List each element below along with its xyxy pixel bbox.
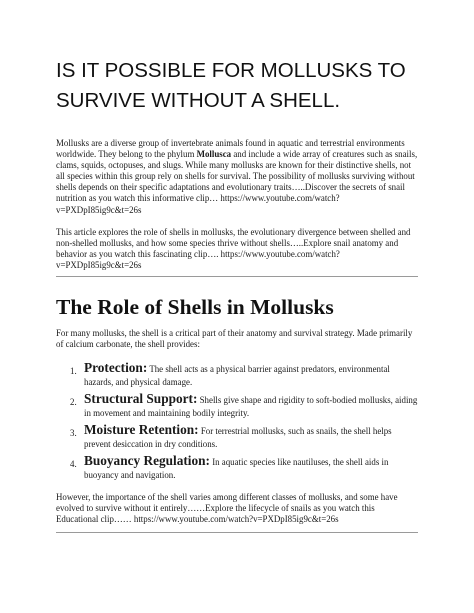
- section-divider: [56, 532, 418, 533]
- section-heading: The Role of Shells in Mollusks: [56, 295, 334, 320]
- section-lead-paragraph: For many mollusks, the shell is a critical part of their anatomy and survival strategy. Made primarily of calcium carbonate, the shell provides:: [56, 328, 413, 350]
- list-item-number: 2.: [70, 397, 77, 408]
- closing-paragraph: However, the importance of the shell varies among different classes of mollusks, and some have evolved to survive without it entirely……Explore the lifecycle of snails as you watch this Educational clip…… https://www.youtube.com/watch?v=PXDpI85ig9c&t=26s: [56, 492, 398, 525]
- list-item-term: Structural Support:: [84, 391, 198, 407]
- intro-text-start: Mollusks are a diverse group of invertebrate animals found in aquatic and terrestrial environments worldwide. They belong to the phylum: [56, 138, 405, 160]
- section-divider: [56, 276, 418, 277]
- list-item: [56, 360, 418, 388]
- document-page: [56, 56, 418, 533]
- list-item-number: 1.: [70, 366, 77, 377]
- list-item-number: 4.: [70, 459, 77, 470]
- list-item: [56, 453, 418, 481]
- list-item-description: For terrestrial mollusks, such as snails, the shell helps prevent desiccation in dry conditions.: [84, 426, 392, 450]
- list-item-description: The shell acts as a physical barrier against predators, environmental hazards, and physical damage.: [84, 364, 390, 388]
- intro-paragraph-2: This article explores the role of shells in mollusks, the evolutionary divergence between shelled and non-shelled mollusks, and how some species thrive without shells…..Explore snail anatomy and behavior as you watch this fascinating clip…. https://www.youtube.com/watch?v=PXDpI85ig9c&t=26s: [56, 226, 411, 270]
- list-item-term: Buoyancy Regulation:: [84, 453, 210, 469]
- intro-text-end: and include a wide array of creatures such as snails, clams, squids, octopuses, and slugs. While many mollusks are known for their distinctive shells, not all species within this group rely on shells for survival. The possibility of mollusks surviving without shells depends on their specific adaptations and evolutionary traits…..Discover the secrets of snail nutrition as you watch this informative clip… https://www.youtube.com/watch?v=PXDpI85ig9c&t=26s: [56, 149, 418, 215]
- phylum-name: Mollusca: [196, 149, 232, 160]
- list-item: [56, 391, 418, 419]
- list-item-description: Shells give shape and rigidity to soft-bodied mollusks, aiding in movement and maintaining bodily integrity.: [84, 395, 418, 419]
- list-item-term: Protection:: [84, 360, 148, 376]
- page-title-line-2: SURVIVE WITHOUT A SHELL.: [56, 89, 341, 112]
- page-title: [56, 56, 418, 116]
- shell-functions-list: [56, 360, 418, 481]
- list-item-term: Moisture Retention:: [84, 422, 199, 438]
- list-item-description: In aquatic species like nautiluses, the shell aids in buoyancy and navigation.: [84, 457, 389, 481]
- page-title-line-1: IS IT POSSIBLE FOR MOLLUSKS TO: [56, 59, 406, 82]
- list-item-number: 3.: [70, 428, 77, 439]
- list-item: [56, 422, 418, 450]
- intro-paragraph-1: [56, 138, 418, 216]
